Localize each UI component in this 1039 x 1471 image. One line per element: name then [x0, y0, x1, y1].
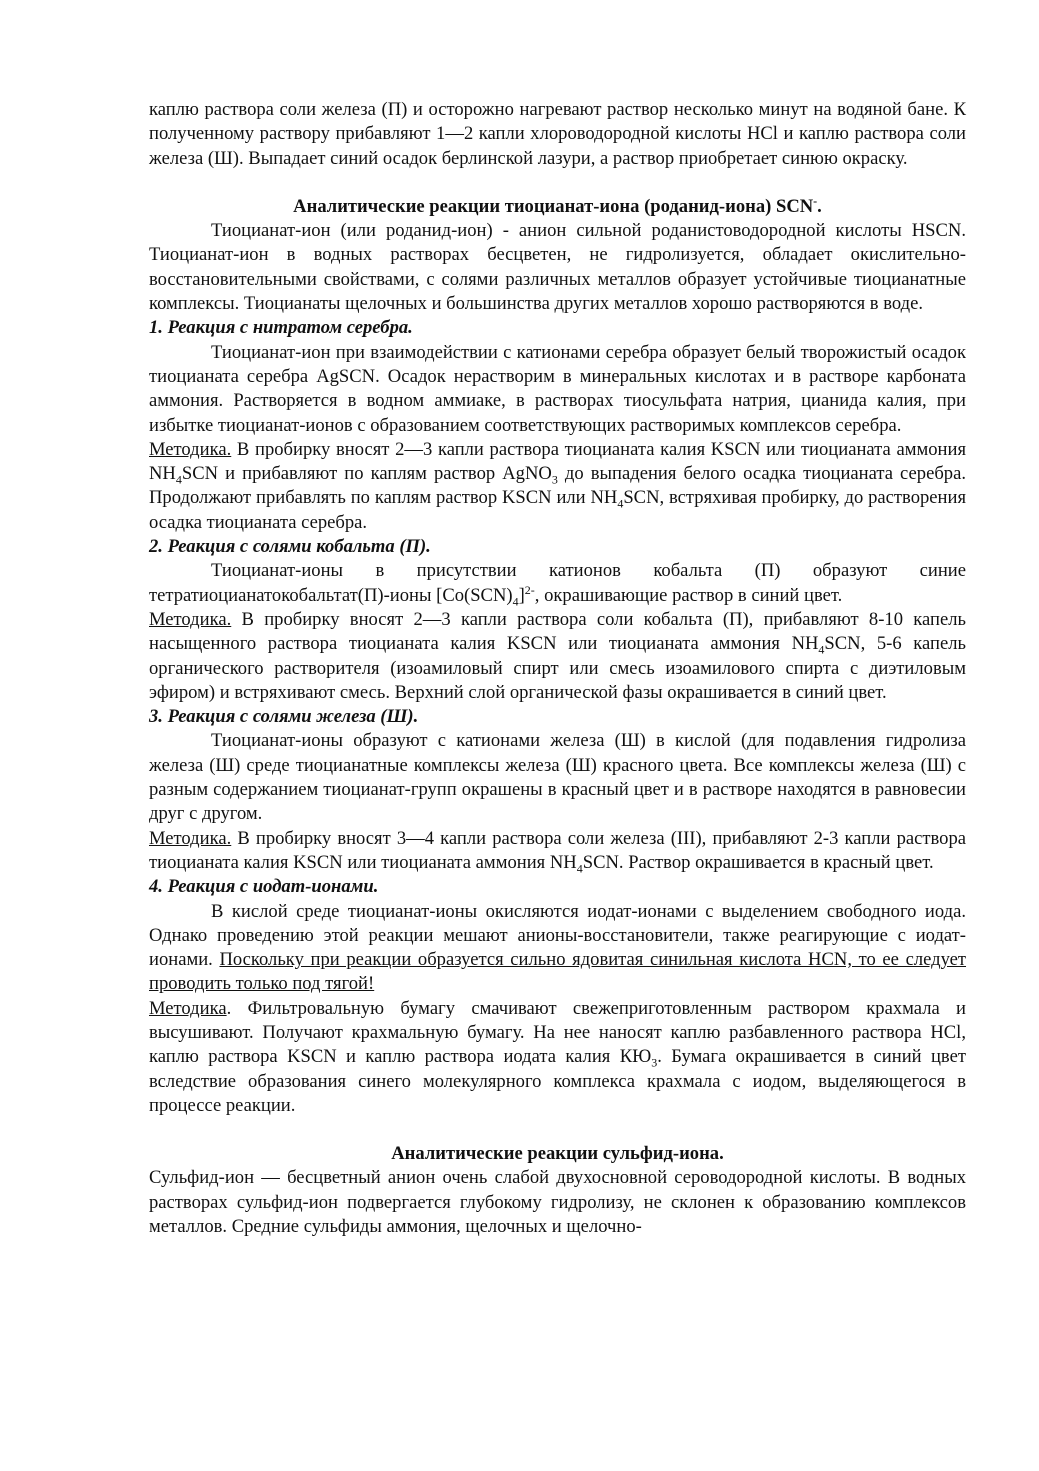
reaction-2-method [149, 608, 966, 705]
method-text-part: до выпадения белого осадка тиоцианата серебра. Продолжают прибавлять по каплям раствор KSCN или NH [149, 463, 966, 509]
method-text-part: SCN, встряхивая пробирку, до растворения осадка тиоцианата серебра. [149, 487, 966, 533]
heading-period: . [817, 195, 822, 217]
subscript: 4 [512, 594, 519, 609]
method-text-part: В пробирку вносят 2—3 капли раствора тиоцианата калия KSCN или тиоцианата аммония NH [149, 438, 966, 485]
subscript: 4 [175, 472, 182, 487]
method-label: Методика [149, 997, 227, 1019]
spacer [149, 171, 966, 195]
text-part: ] [518, 584, 525, 606]
method-text-part: SCN, 5-6 капель органического растворителя (изоамиловый спирт или смесь изоамилового спирта с диэтиловым эфиром) и встряхивают смесь. Верхний слой органической фазы окрашивается в синий цвет. [149, 633, 966, 703]
subscript: 3 [651, 1056, 658, 1070]
intro-paragraph: каплю раствора соли железа (П) и осторожно нагревают раствор несколько минут на водяной бане. К полученному раствору прибавляют 1—2 капли хлороводородной кислоты HCl и каплю раствора соли железа (Ш). Выпадает синий осадок берлинской лазури, а раствор приобретает синюю окраску. [149, 99, 966, 169]
subscript: 4 [617, 497, 624, 512]
method-label: Методика. [149, 438, 232, 460]
reaction-4-text [149, 900, 966, 997]
reaction-1-title: 1. Реакция с нитратом серебра. [149, 317, 413, 339]
subscript: 4 [576, 861, 583, 876]
heading-thiocyanate-text: Аналитические реакции тиоцианат-иона (роданид-иона) SCN [293, 195, 814, 217]
method-text-part: . Фильтровальную бумагу смачивают свежеприготовленным раствором крахмала и высушивают. Получают крахмальную бумагу. На нее наносят каплю разбавленного раствора HCl, каплю раствора KSCN и каплю раствора иодата калия КЮ [149, 997, 966, 1068]
heading-sulfide: Аналитические реакции сульфид-иона. [391, 1143, 724, 1165]
reaction-2-title: 2. Реакция с солями кобальта (П). [149, 536, 431, 558]
reaction-4-title: 4. Реакция с иодат-ионами. [149, 876, 379, 898]
method-text-part: В пробирку вносят 3—4 капли раствора соли железа (III), прибавляют 2-3 капли раствора тиоцианата калия KSCN или тиоцианата аммония NH [149, 827, 966, 873]
text-part: В кислой среде тиоцианат-ионы окисляются иодат-ионами с выделением свободного иода. Однако проведению этой реакции мешают анионы-восстановители, также реагирующие с иодат-ионами. [149, 900, 966, 971]
spacer [149, 1118, 966, 1142]
subscript: 4 [818, 642, 825, 657]
text-part: , окрашивающие раствор в синий цвет. [534, 584, 843, 606]
heading-thiocyanate [149, 195, 966, 219]
reaction-1-text: Тиоцианат-ион при взаимодействии с катионами серебра образует белый творожистый осадок тиоцианата серебра AgSCN. Осадок нерастворим в минеральных кислотах и в растворе карбоната аммония. Растворяется в водном аммиаке, в растворах тиосульфата натрия, цианида калия, при избытке тиоцианат-ионов с образованием соответствующих растворимых комплексов серебра. [149, 341, 966, 436]
text-part: Тиоцианат-ионы в присутствии катионов кобальта (П) образуют синие тетратиоцианатокобальтат(П)-ионы [Co(SCN) [149, 560, 966, 606]
method-text-part: SCN и прибавляют по каплям раствор AgNO [181, 463, 552, 485]
reaction-3-text: Тиоцианат-ионы образуют с катионами железа (Ш) в кислой (для подавления гидролиза железа (Ш) среде тиоцианатные комплексы железа (Ш) красного цвета. Все комплексы железа (Ш) с разным содержанием тиоцианат-групп окрашены в красный цвет и в растворе находятся в равновесии друг с другом. [149, 730, 966, 825]
method-text-part: SCN. Раствор окрашивается в красный цвет. [582, 851, 934, 873]
reaction-2-text [149, 559, 966, 608]
reaction-3-method [149, 827, 966, 876]
subscript: 3 [551, 472, 558, 487]
reaction-4-method [149, 997, 966, 1118]
method-label: Методика. [149, 827, 232, 849]
charge-sup: 2- [524, 582, 535, 597]
thiocyanate-intro: Тиоцианат-ион (или роданид-ион) - анион сильной роданистоводородной кислоты HSCN. Тиоцианат-ион в водных растворах бесцветен, не гидролизуется, обладает окислительно-восстановительными свойствами, с солями различных металлов образует устойчивые тиоцианатные комплексы. Тиоцианаты щелочных и большинства других металлов хорошо растворяются в воде. [149, 220, 966, 315]
method-label: Методика. [149, 608, 232, 630]
document-page [149, 98, 966, 1239]
method-text-part: В пробирку вносят 2—3 капли раствора соли кобальта (П), прибавляют 8-10 капель насыщенного раствора тиоцианата калия KSCN или тиоцианата аммония NH [149, 608, 966, 655]
reaction-1-method [149, 438, 966, 535]
reaction-3-title: 3. Реакция с солями железа (Ш). [149, 706, 419, 728]
method-text-part: . Бумага окрашивается в синий цвет вследствие образования синего молекулярного комплекса крахмала с иодом, выделяющегося в процессе реакции. [149, 1046, 966, 1116]
charge-sup: - [813, 193, 818, 208]
warning-text: Поскольку при реакции образуется сильно ядовитая синильная кислота HCN, то ее следует проводить только под тягой! [149, 949, 967, 995]
sulfide-intro: Сульфид-ион — бесцветный анион очень слабой двухосновной сероводородной кислоты. В водных растворах сульфид-ион подвергается глубокому гидролизу, не склонен к образованию комплексов металлов. Средние сульфиды аммония, щелочных и щелочно- [149, 1167, 966, 1238]
